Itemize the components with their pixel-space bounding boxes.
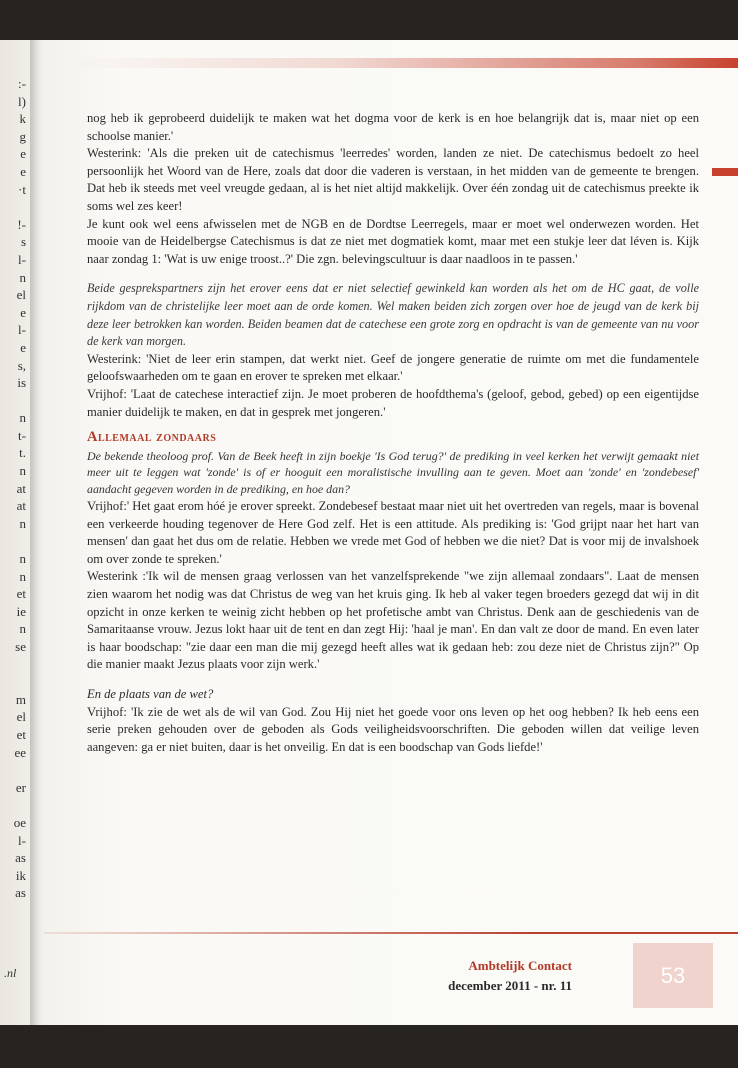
margin-fragment: ie	[16, 603, 26, 619]
previous-page-margin-fragments	[2, 75, 26, 902]
margin-fragment	[2, 796, 26, 814]
margin-fragment: n	[19, 621, 26, 637]
paragraph-7: Vrijhof:' Het gaat erom hóé je erover spreekt. Zondebesef bestaat maar niet uit het overtreden van regels, maar is bovenal een verkeerde houding tegenover de Here God zelf. Het is een attitude. Als prediking is: 'God grijpt naar het hart van mensen' dan gaat het dus om de relatie. Hebben we vrede met God of hebben we die niet? Dat is voor mij de invalshoek om over zonde te spreken.'	[87, 499, 699, 566]
paragraph-8: Westerink :'Ik wil de mensen graag verlossen van het vanzelfsprekende "we zijn allemaal zondaars". Laat de mensen zien waarom het nodig was dat Christus de weg van het kruis ging. Ik heb al vaker tegen broeders gezegd dat wij in dit opzicht in onze kerken te weinig zicht hebben op het profetische ambt van Christus. Denk aan de geschiedenis van de Samaritaanse vrouw. Jezus lokt haar uit de tent en dan zegt Hij: 'haal je man'. En dan valt ze door de mand. En even later is haar boodschap: "zie daar een man die mij gezegd heeft alles wat ik gedaan heb: zou deze niet de Christus zijn?" Op die manier maakt Jezus plaats voor zijn werk.'	[87, 569, 699, 672]
page-number-box	[633, 943, 713, 1008]
top-accent-rule	[70, 58, 738, 68]
margin-fragment: as	[15, 885, 26, 901]
margin-fragment: ·t	[18, 181, 26, 197]
side-accent-tab	[712, 168, 738, 176]
margin-fragment: as	[15, 850, 26, 866]
margin-fragment: n	[19, 410, 26, 426]
margin-fragment: at	[16, 480, 26, 496]
margin-fragment: s	[20, 234, 26, 250]
margin-fragment: n	[19, 269, 26, 285]
margin-fragment: l-	[18, 322, 26, 338]
magazine-title: Ambtelijk Contact	[468, 958, 572, 973]
margin-fragment	[2, 761, 26, 779]
margin-fragment: :-	[18, 76, 26, 91]
margin-fragment	[2, 656, 26, 674]
section-lede: De bekende theoloog prof. Van de Beek heeft in zijn boekje 'Is God terug?' de prediking in veel kerken het verwijt gemaakt niet meer uit te leggen wat 'zonde' is of er hooguit een moralistische invulling aan te geven. Moet aan 'zonde' en 'zondebesef' aandacht gegeven worden in de prediking, en hoe dan?	[87, 448, 699, 497]
margin-fragment	[2, 198, 26, 216]
margin-fragment: e	[20, 146, 26, 162]
magazine-issue: december 2011 - nr. 11	[448, 978, 572, 993]
margin-fragment: l-	[18, 251, 26, 267]
margin-fragment: ik	[15, 867, 26, 883]
margin-fragment: se	[15, 639, 26, 654]
margin-fragment: ee	[14, 744, 26, 760]
margin-fragment: at	[16, 498, 26, 514]
margin-fragment: t-	[18, 427, 26, 443]
paragraph-3: Je kunt ook wel eens afwisselen met de NGB en de Dordtse Leerregels, maar er moet wel onderwezen worden. Het mooie van de Heidelbergse Catechismus is dat ze niet met dogmatiek komt, maar met een stukje leer dat léven is. Kijk naar zondag 1: 'Wat is uw enige troost..?' Die zgn. belevingscultuur is daar naadloos in te passen.'	[87, 216, 699, 266]
margin-fragment: er	[15, 779, 26, 795]
margin-fragment: el	[16, 709, 26, 725]
paragraph-5: Westerink: 'Niet de leer erin stampen, dat werkt niet. Geef de jongere generatie de ruimte om met die fundamentele geloofswaarheden om te gaan en erover te spreken met elkaar.'	[87, 351, 699, 384]
margin-fragment: et	[16, 726, 26, 742]
margin-fragment: n	[19, 463, 26, 479]
page-gutter-shadow	[30, 40, 44, 1025]
margin-fragment: m	[15, 691, 26, 707]
section-heading: Allemaal zondaars	[87, 429, 217, 446]
margin-fragment: k	[19, 111, 26, 127]
paragraph-1: nog heb ik geprobeerd duidelijk te maken wat het dogma voor de kerk is en hoe belangrijk dat is, maar niet op een schoolse manier.'	[87, 111, 699, 143]
page-number: 53	[660, 962, 686, 988]
margin-fragment: g	[19, 128, 26, 144]
margin-fragment	[2, 673, 26, 691]
paragraph-9: Vrijhof: 'Ik zie de wet als de wil van God. Zou Hij niet het goede voor ons leven op het oog hebben? Ik heb eens een serie preken gehouden over de geboden als Gods veiligheidsvoorschriften. Die geboden willen dat veilige leven aangeven: ga er niet buiten, daar is het onveilig. En dat is een boodschap van Gods liefde!'	[87, 704, 699, 754]
margin-fragment: !-	[17, 216, 26, 232]
previous-page-url-fragment: .nl	[4, 966, 17, 980]
margin-fragment: e	[20, 339, 26, 355]
paragraph-2: Westerink: 'Als die preken uit de catechismus 'leerredes' worden, landen ze niet. De catechismus bedoelt zo heel persoonlijk het Woord van de Here, zoals dat door die vaderen is verstaan, in het midden van de gemeente te brengen. Dat heb ik steeds met veel vreugde gedaan, al is het niet altijd makkelijk. Over één zondag uit de catechismus preekte ik soms wel zes keer!	[87, 146, 699, 213]
margin-fragment: e	[20, 304, 26, 320]
italic-intro-paragraph: Beide gesprekspartners zijn het erover eens dat er niet selectief gewinkeld kan worden als het om de HC gaat, de volle rijkdom van de christelijke leer moet aan de orde komen. Wel maken beiden zich zorgen over hoe de jeugd van de kerk bij deze leer betrokken kan worden. Beiden beamen dat de catechese een grote zorg en opdracht is van de gemeente van nu voor de kerk van morgen.	[87, 281, 699, 349]
margin-fragment: oe	[13, 814, 26, 830]
article-body	[87, 110, 699, 756]
margin-fragment: e	[20, 163, 26, 179]
margin-fragment	[2, 392, 26, 410]
margin-fragment: n	[19, 515, 26, 531]
margin-fragment: t.	[19, 445, 26, 461]
footer-rule	[44, 932, 738, 934]
margin-fragment: l-	[18, 832, 26, 848]
interview-question: En de plaats van de wet?	[87, 687, 214, 702]
margin-fragment	[2, 532, 26, 550]
margin-fragment: n	[19, 568, 26, 584]
margin-fragment: et	[16, 586, 26, 602]
margin-fragment: l)	[18, 93, 26, 109]
margin-fragment: s,	[17, 357, 26, 373]
margin-fragment: n	[19, 551, 26, 567]
paragraph-6: Vrijhof: 'Laat de catechese interactief zijn. Je moet proberen de hoofdthema's (geloof, gebod, gebed) op een eigentijdse manier duidelijk te maken, en dat in gesprek met jongeren.'	[87, 386, 699, 419]
margin-fragment: is	[17, 375, 26, 391]
margin-fragment: el	[16, 287, 26, 303]
